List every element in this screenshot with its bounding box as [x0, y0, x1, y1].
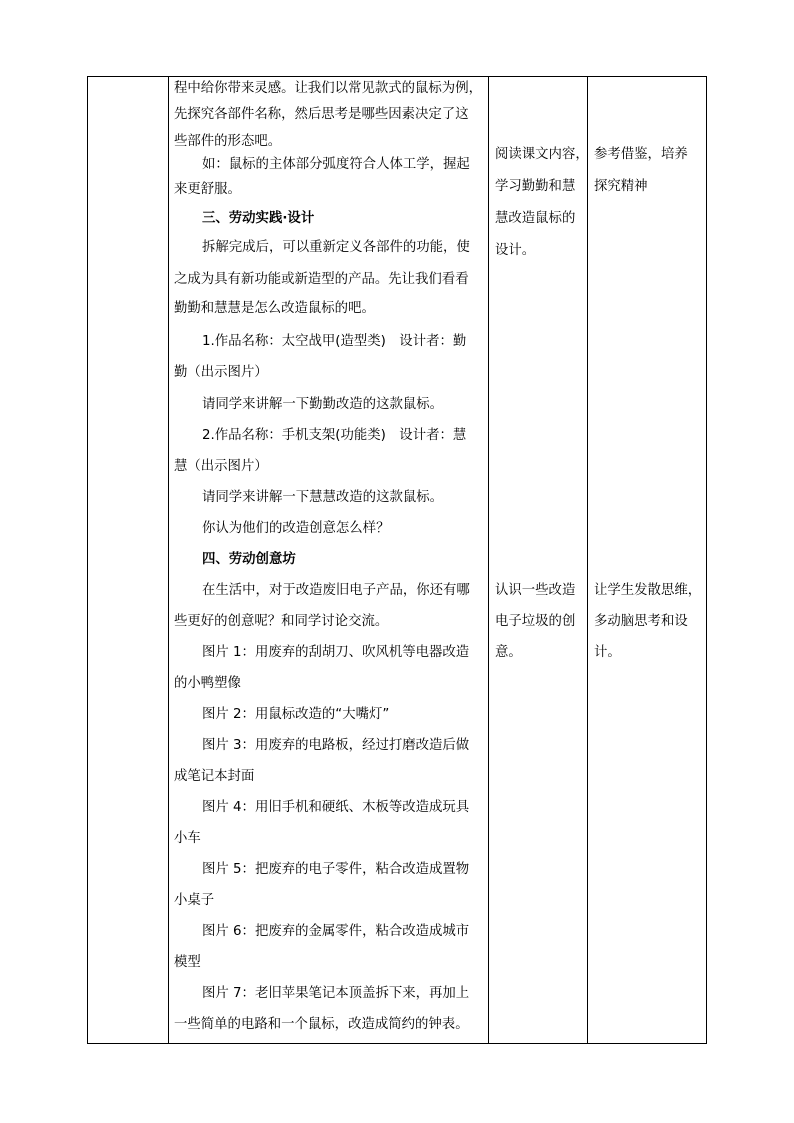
- content-line: 1.作品名称：太空战甲(造型类) 设计者：勤: [202, 334, 467, 349]
- design-intent-line: 计。: [594, 645, 621, 660]
- column-divider: [587, 77, 588, 1043]
- content-line: 模型: [174, 955, 201, 970]
- column-divider: [488, 77, 489, 1043]
- content-line: 在生活中，对于改造废旧电子产品，你还有哪: [202, 583, 470, 598]
- design-intent-line: 让学生发散思维，: [594, 583, 702, 598]
- student-activity-line: 电子垃圾的创: [495, 614, 576, 629]
- content-line: 你认为他们的改造创意怎么样？: [202, 521, 390, 536]
- content-line: 图片 5：把废弃的电子零件，粘合改造成置物: [202, 862, 470, 877]
- content-line: 小车: [174, 831, 201, 846]
- content-line: 成笔记本封面: [174, 769, 255, 784]
- student-activity-line: 认识一些改造: [495, 583, 576, 598]
- content-line: 图片 4：用旧手机和硬纸、木板等改造成玩具: [202, 800, 470, 815]
- content-line: 勤（出示图片）: [174, 365, 268, 380]
- content-line: 勤勤和慧慧是怎么改造鼠标的吧。: [174, 301, 375, 316]
- content-line: 请同学来讲解一下勤勤改造的这款鼠标。: [202, 397, 444, 412]
- content-line: 小桌子: [174, 893, 215, 908]
- student-activity-line: 阅读课文内容，: [495, 147, 589, 162]
- content-line: 图片 3：用废弃的电路板，经过打磨改造后做: [202, 738, 470, 753]
- content-line: 之成为具有新功能或新造型的产品。先让我们看看: [174, 272, 469, 287]
- student-activity-line: 意。: [495, 645, 522, 660]
- column-divider: [168, 77, 169, 1043]
- content-line: 拆解完成后，可以重新定义各部件的功能，使: [202, 240, 470, 255]
- design-intent-line: 探究精神: [594, 179, 648, 194]
- content-line: 先探究各部件名称，然后思考是哪些因素决定了这: [174, 107, 469, 122]
- content-line: 图片 6：把废弃的金属零件，粘合改造成城市: [202, 924, 470, 939]
- section-heading: 三、劳动实践·设计: [202, 211, 315, 226]
- section-heading: 四、劳动创意坊: [202, 552, 296, 567]
- content-line: 请同学来讲解一下慧慧改造的这款鼠标。: [202, 490, 444, 505]
- content-line: 些更好的创意呢？和同学讨论交流。: [174, 614, 389, 629]
- design-intent-line: 多动脑思考和设: [594, 614, 688, 629]
- content-line: 的小鸭塑像: [174, 676, 241, 691]
- lesson-table: [87, 76, 707, 1044]
- content-line: 图片 7：老旧苹果笔记本顶盖拆下来，再加上: [202, 986, 470, 1001]
- content-line: 图片 2：用鼠标改造的“大嘴灯”: [202, 707, 390, 722]
- content-line: 如：鼠标的主体部分弧度符合人体工学，握起: [202, 157, 470, 172]
- content-line: 来更舒服。: [174, 182, 241, 197]
- content-line: 慧（出示图片）: [174, 459, 268, 474]
- content-line: 程中给你带来灵感。让我们以常见款式的鼠标为例，: [174, 81, 482, 96]
- student-activity-line: 慧改造鼠标的: [495, 211, 576, 226]
- content-line: 2.作品名称：手机支架(功能类) 设计者：慧: [202, 428, 467, 443]
- content-line: 图片 1：用废弃的刮胡刀、吹风机等电器改造: [202, 645, 470, 660]
- content-line: 些部件的形态吧。: [174, 134, 282, 149]
- student-activity-line: 设计。: [495, 243, 536, 258]
- student-activity-line: 学习勤勤和慧: [495, 179, 576, 194]
- content-line: 一些简单的电路和一个鼠标，改造成简约的钟表。: [174, 1017, 469, 1032]
- design-intent-line: 参考借鉴，培养: [594, 147, 688, 162]
